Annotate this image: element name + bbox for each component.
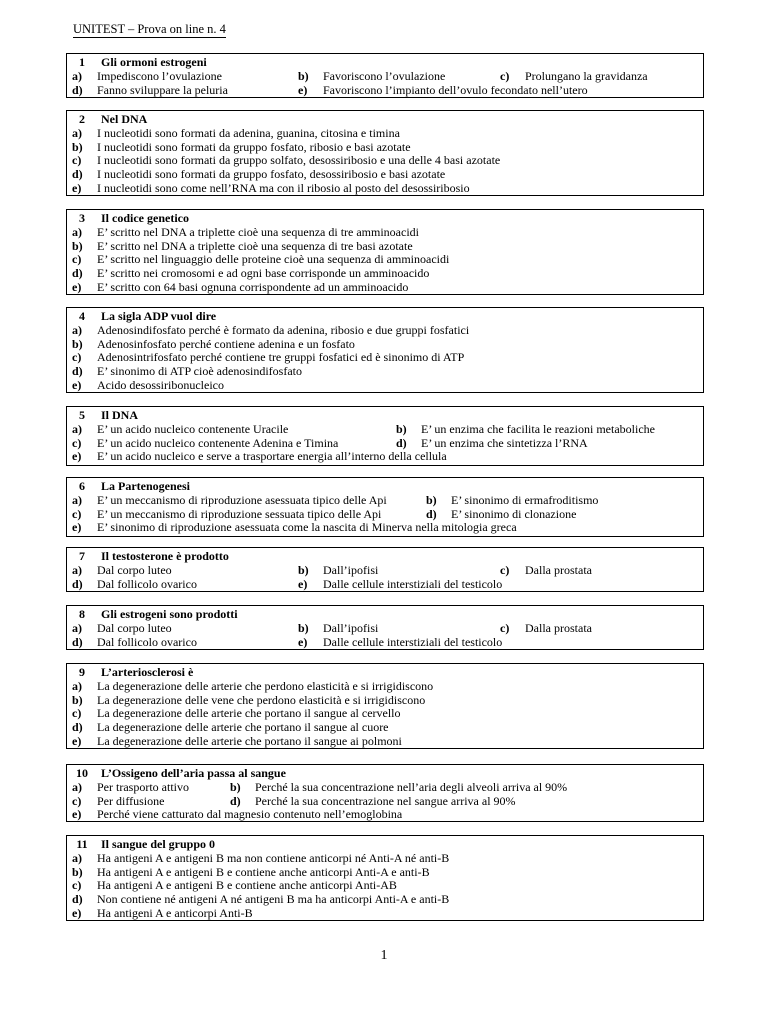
question-number: 6 [79, 479, 85, 493]
option-label: e) [298, 82, 308, 97]
question-text: Gli estrogeni sono prodotti [101, 607, 238, 621]
answer-row [67, 564, 703, 578]
answer-row [67, 379, 703, 393]
option-text: E’ scritto nel DNA a triplette cioè una sequenza di tre amminoacidi [97, 224, 419, 239]
option-label: a) [72, 492, 82, 507]
option-label: e) [72, 807, 82, 822]
answer-option[interactable] [67, 508, 421, 522]
answer-option[interactable] [495, 564, 592, 578]
question-title [67, 666, 703, 680]
option-label: a) [72, 620, 82, 635]
question-box [66, 663, 704, 749]
answer-row [67, 226, 703, 240]
answer-row [67, 84, 703, 98]
option-label: d) [72, 892, 83, 907]
option-label: e) [72, 449, 82, 464]
answer-row [67, 893, 703, 907]
option-label: d) [72, 82, 83, 97]
option-text: Favoriscono l’ovulazione [323, 68, 446, 83]
answer-row [67, 808, 703, 822]
answer-option[interactable] [67, 494, 421, 508]
answer-row [67, 437, 703, 451]
answer-row [67, 450, 703, 464]
option-text: E’ scritto nel linguaggio delle proteine cioè una sequenza di amminoacidi [97, 252, 450, 267]
question-number: 7 [79, 549, 85, 563]
question-box [66, 835, 704, 921]
answer-option[interactable] [67, 866, 703, 880]
option-label: b) [72, 692, 83, 707]
answer-option[interactable] [67, 636, 293, 650]
answer-option[interactable] [67, 795, 225, 809]
question-title [67, 608, 703, 622]
answer-option[interactable] [293, 84, 588, 98]
answer-row [67, 721, 703, 735]
answer-option[interactable] [67, 423, 391, 437]
option-text: I nucleotidi sono formati da gruppo fosfato, desossiribosio e basi azotate [97, 167, 446, 182]
answer-row [67, 781, 703, 795]
option-label: d) [72, 266, 83, 281]
answer-row [67, 680, 703, 694]
answer-row [67, 423, 703, 437]
option-text: Dal follicolo ovarico [97, 576, 197, 591]
answer-option[interactable] [67, 253, 703, 267]
answer-row [67, 866, 703, 880]
option-text: Adenosindifosfato perché è formato da adenina, ribosio e due gruppi fosfatici [97, 322, 470, 337]
option-label: c) [72, 350, 82, 365]
question-box [66, 406, 704, 466]
option-text: E’ sinonimo di clonazione [451, 506, 577, 521]
answer-option[interactable] [293, 622, 495, 636]
answer-option[interactable] [67, 564, 293, 578]
answer-row [67, 852, 703, 866]
answer-row [67, 127, 703, 141]
option-text: I nucleotidi sono come nell’RNA ma con il ribosio al posto del desossiribosio [97, 180, 470, 195]
answer-option[interactable] [67, 622, 293, 636]
question-number: 10 [76, 766, 88, 780]
question-title [67, 113, 703, 127]
option-label: c) [500, 562, 510, 577]
question-title [67, 310, 703, 324]
answer-row [67, 636, 703, 650]
option-text: Ha antigeni A e anticorpi Anti-B [97, 905, 253, 920]
option-text: Dall’ipofisi [323, 562, 379, 577]
answer-option[interactable] [67, 694, 703, 708]
answer-option[interactable] [67, 127, 703, 141]
answer-option[interactable] [67, 521, 703, 535]
answer-option[interactable] [67, 351, 703, 365]
option-text: E’ sinonimo di riproduzione asessuata come la nascita di Minerva nella mitologia greca [97, 520, 517, 535]
question-number: 4 [79, 309, 85, 323]
option-text: La degenerazione delle arterie che portano il sangue ai polmoni [97, 733, 402, 748]
option-text: Dall’ipofisi [323, 620, 379, 635]
answer-row [67, 141, 703, 155]
answer-row [67, 622, 703, 636]
answer-option[interactable] [67, 70, 293, 84]
option-text: E’ un meccanismo di riproduzione sessuata tipico delle Api [97, 506, 382, 521]
option-text: Acido desossiribonucleico [97, 377, 224, 392]
answer-row [67, 70, 703, 84]
question-number: 9 [79, 665, 85, 679]
answer-option[interactable] [67, 437, 391, 451]
question-text: L’Ossigeno dell’aria passa al sangue [101, 766, 286, 780]
question-title [67, 767, 703, 781]
option-text: E’ un enzima che sintetizza l’RNA [421, 435, 588, 450]
question-text: La sigla ADP vuol dire [101, 309, 217, 323]
answer-row [67, 182, 703, 196]
option-text: I nucleotidi sono formati da gruppo fosfato, ribosio e basi azotate [97, 139, 411, 154]
answer-option[interactable] [67, 680, 703, 694]
option-label: c) [72, 878, 82, 893]
option-label: a) [72, 678, 82, 693]
option-text: Favoriscono l’impianto dell’ovulo fecondato nell’utero [323, 82, 588, 97]
option-label: b) [396, 421, 407, 436]
option-label: e) [72, 733, 82, 748]
option-label: e) [72, 905, 82, 920]
option-text: Adenosintrifosfato perché contiene tre gruppi fosfatici ed è sinonimo di ATP [97, 350, 465, 365]
option-label: c) [72, 506, 82, 521]
option-label: a) [72, 562, 82, 577]
option-text: E’ sinonimo di ermafroditismo [451, 492, 599, 507]
option-text: La degenerazione delle vene che perdono elasticità e si irrigidiscono [97, 692, 426, 707]
answer-option[interactable] [67, 84, 293, 98]
question-box [66, 53, 704, 98]
option-label: b) [72, 336, 83, 351]
answer-row [67, 795, 703, 809]
question-title [67, 212, 703, 226]
option-text: E’ un meccanismo di riproduzione asessuata tipico delle Api [97, 492, 387, 507]
option-label: b) [426, 492, 437, 507]
question-number: 8 [79, 607, 85, 621]
question-box [66, 605, 704, 650]
answer-option[interactable] [421, 508, 576, 522]
option-text: Ha antigeni A e antigeni B e contiene anche anticorpi Anti-A e anti-B [97, 864, 430, 879]
answer-option[interactable] [67, 267, 703, 281]
option-label: d) [72, 634, 83, 649]
option-text: Perché viene catturato dal magnesio contenuto nell’emoglobina [97, 807, 403, 822]
option-text: Non contiene né antigeni A né antigeni B ma ha anticorpi Anti-A e anti-B [97, 892, 450, 907]
answer-row [67, 694, 703, 708]
option-text: I nucleotidi sono formati da adenina, guanina, citosina e timina [97, 125, 400, 140]
option-text: Prolungano la gravidanza [525, 68, 648, 83]
option-text: Dalle cellule interstiziali del testicolo [323, 576, 503, 591]
answer-option[interactable] [495, 622, 592, 636]
option-label: c) [72, 252, 82, 267]
answer-option[interactable] [67, 324, 703, 338]
option-text: Adenosinfosfato perché contiene adenina e un fosfato [97, 336, 355, 351]
option-label: b) [298, 620, 309, 635]
option-text: Ha antigeni A e antigeni B ma non contiene anticorpi né Anti-A né anti-B [97, 850, 450, 865]
option-text: La degenerazione delle arterie che portano il sangue al cuore [97, 720, 389, 735]
question-number: 3 [79, 211, 85, 225]
option-label: a) [72, 125, 82, 140]
option-label: d) [72, 364, 83, 379]
option-text: Dalle cellule interstiziali del testicolo [323, 634, 503, 649]
question-title [67, 838, 703, 852]
answer-option[interactable] [293, 636, 502, 650]
answer-option[interactable] [67, 141, 703, 155]
option-text: La degenerazione delle arterie che perdono elasticità e si irrigidiscono [97, 678, 434, 693]
answer-option[interactable] [67, 879, 703, 893]
answer-option[interactable] [67, 707, 703, 721]
question-title [67, 56, 703, 70]
option-label: d) [72, 720, 83, 735]
question-text: Il DNA [101, 408, 139, 422]
answer-row [67, 735, 703, 749]
option-text: E’ un enzima che facilita le reazioni metaboliche [421, 421, 655, 436]
option-label: e) [72, 520, 82, 535]
option-text: Per diffusione [97, 793, 165, 808]
option-label: b) [298, 562, 309, 577]
option-text: Impediscono l’ovulazione [97, 68, 222, 83]
answer-option[interactable] [67, 168, 703, 182]
question-box [66, 764, 704, 822]
option-text: Ha antigeni A e antigeni B e contiene anche anticorpi Anti-AB [97, 878, 397, 893]
answer-row [67, 253, 703, 267]
answer-row [67, 907, 703, 921]
answer-option[interactable] [67, 154, 703, 168]
option-label: d) [396, 435, 407, 450]
question-box [66, 307, 704, 393]
option-label: c) [500, 68, 510, 83]
option-label: a) [72, 850, 82, 865]
answer-row [67, 521, 703, 535]
answer-row [67, 578, 703, 592]
answer-option[interactable] [67, 721, 703, 735]
question-number: 2 [79, 112, 85, 126]
option-label: b) [72, 238, 83, 253]
option-text: Dal corpo luteo [97, 562, 172, 577]
option-label: b) [230, 779, 241, 794]
answer-option[interactable] [67, 578, 293, 592]
question-title [67, 550, 703, 564]
option-label: e) [298, 576, 308, 591]
option-label: a) [72, 322, 82, 337]
answer-option[interactable] [67, 379, 703, 393]
answer-row [67, 267, 703, 281]
question-text: Nel DNA [101, 112, 148, 126]
answer-option[interactable] [391, 437, 588, 451]
option-label: d) [426, 506, 437, 521]
question-number: 1 [79, 55, 85, 69]
option-text: E’ scritto con 64 basi ognuna corrispondente ad un amminoacido [97, 279, 409, 294]
option-text: Per trasporto attivo [97, 779, 189, 794]
option-text: Dalla prostata [525, 620, 592, 635]
option-label: e) [72, 377, 82, 392]
question-title [67, 480, 703, 494]
answer-option[interactable] [67, 852, 703, 866]
option-text: E’ sinonimo di ATP cioè adenosindifosfato [97, 364, 302, 379]
option-label: c) [72, 793, 82, 808]
question-text: Il codice genetico [101, 211, 189, 225]
option-text: Dalla prostata [525, 562, 592, 577]
answer-option[interactable] [495, 70, 648, 84]
answer-option[interactable] [67, 450, 703, 464]
option-text: E’ scritto nei cromosomi e ad ogni base corrisponde un amminoacido [97, 266, 430, 281]
answer-option[interactable] [67, 808, 703, 822]
option-label: e) [298, 634, 308, 649]
question-text: Il testosterone è prodotto [101, 549, 229, 563]
question-box [66, 547, 704, 592]
document-header: UNITEST – Prova on line n. 4 [73, 22, 226, 36]
option-label: e) [72, 180, 82, 195]
answer-option[interactable] [67, 281, 703, 295]
option-text: Dal corpo luteo [97, 620, 172, 635]
answer-row [67, 338, 703, 352]
answer-row [67, 707, 703, 721]
answer-option[interactable] [225, 781, 567, 795]
answer-option[interactable] [225, 795, 516, 809]
option-text: La degenerazione delle arterie che portano il sangue al cervello [97, 706, 401, 721]
question-box [66, 477, 704, 537]
answer-option[interactable] [67, 338, 703, 352]
option-label: d) [72, 576, 83, 591]
option-label: c) [72, 706, 82, 721]
answer-row [67, 324, 703, 338]
option-text: Fanno sviluppare la peluria [97, 82, 228, 97]
option-label: c) [72, 435, 82, 450]
question-text: La Partenogenesi [101, 479, 190, 493]
question-title [67, 409, 703, 423]
answer-row [67, 351, 703, 365]
option-label: c) [72, 153, 82, 168]
option-label: a) [72, 68, 82, 83]
option-text: E’ un acido nucleico contenente Adenina e Timina [97, 435, 339, 450]
answer-row [67, 494, 703, 508]
option-text: E’ un acido nucleico e serve a trasportare energia all’interno della cellula [97, 449, 447, 464]
answer-row [67, 879, 703, 893]
question-text: L’arteriosclerosi è [101, 665, 194, 679]
answer-option[interactable] [67, 907, 703, 921]
page-number: 1 [380, 948, 388, 963]
answer-row [67, 365, 703, 379]
answer-option[interactable] [67, 182, 703, 196]
option-text: Dal follicolo ovarico [97, 634, 197, 649]
question-number: 5 [79, 408, 85, 422]
option-text: E’ scritto nel DNA a triplette cioè una sequenza di tre basi azotate [97, 238, 413, 253]
answer-option[interactable] [67, 365, 703, 379]
question-box [66, 209, 704, 295]
option-label: a) [72, 779, 82, 794]
option-label: d) [72, 167, 83, 182]
answer-option[interactable] [293, 564, 495, 578]
answer-row [67, 154, 703, 168]
question-box [66, 110, 704, 196]
answer-option[interactable] [67, 781, 225, 795]
answer-row [67, 240, 703, 254]
answer-option[interactable] [421, 494, 598, 508]
option-label: d) [230, 793, 241, 808]
answer-option[interactable] [293, 578, 502, 592]
answer-option[interactable] [391, 423, 655, 437]
answer-option[interactable] [67, 735, 703, 749]
option-label: c) [500, 620, 510, 635]
option-text: I nucleotidi sono formati da gruppo solfato, desossiribosio e una delle 4 basi azotate [97, 153, 501, 168]
answer-option[interactable] [67, 226, 703, 240]
question-text: Il sangue del gruppo 0 [101, 837, 216, 851]
option-label: e) [72, 279, 82, 294]
answer-row [67, 508, 703, 522]
question-text: Gli ormoni estrogeni [101, 55, 207, 69]
option-label: b) [72, 139, 83, 154]
answer-option[interactable] [67, 240, 703, 254]
answer-row [67, 281, 703, 295]
option-label: b) [72, 864, 83, 879]
answer-row [67, 168, 703, 182]
option-text: Perché la sua concentrazione nell’aria degli alveoli arriva al 90% [255, 779, 568, 794]
option-label: b) [298, 68, 309, 83]
answer-option[interactable] [67, 893, 703, 907]
option-text: E’ un acido nucleico contenente Uracile [97, 421, 289, 436]
question-number: 11 [76, 837, 88, 851]
answer-option[interactable] [293, 70, 495, 84]
option-label: a) [72, 421, 82, 436]
option-text: Perché la sua concentrazione nel sangue arriva al 90% [255, 793, 516, 808]
option-label: a) [72, 224, 82, 239]
